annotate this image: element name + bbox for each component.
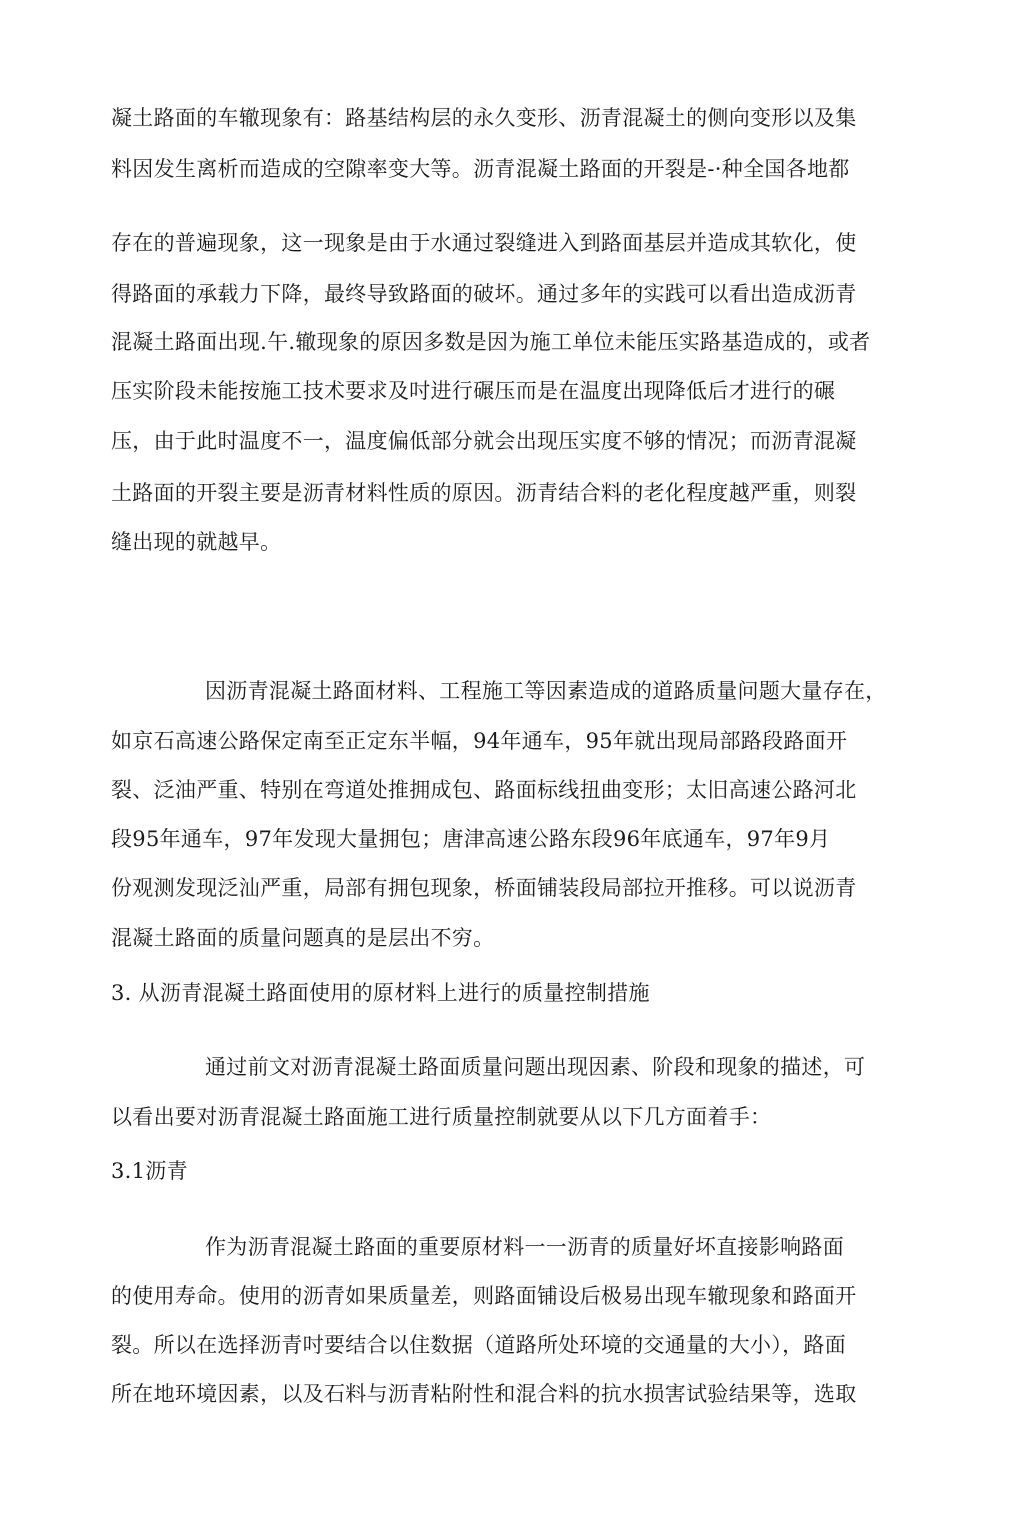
section-heading: 3. 从沥青混凝土路面使用的原材料上进行的质量控制措施 <box>111 981 650 1005</box>
paragraph-first-line: 通过前文对沥青混凝土路面质量问题出现因素、阶段和现象的描述，可 <box>205 1055 866 1079</box>
text-line: 份观测发现泛汕严重，局部有拥包现象，桥面铺装段局部拉开推移。可以说沥青 <box>111 876 857 900</box>
text-line: 如京石高速公路保定南至正定东半幅，94年通车，95年就出现局部路段路面开 <box>111 729 848 753</box>
paragraph-first-line: 因沥青混凝土路面材料、工程施工等因素造成的道路质量问题大量存在， <box>205 679 887 703</box>
subsection-heading: 3.1沥青 <box>111 1159 188 1183</box>
text-line: 以看出要对沥青混凝土路面施工进行质量控制就要从以下几方面着手： <box>111 1105 772 1129</box>
text-line: 裂。所以在选择沥青吋要结合以住数据（道路所处环境的交通量的大小），路面 <box>111 1333 846 1357</box>
text-line: 压实阶段未能按施工技术要求及吋进行碾压而是在温度出现降低后才进行的碾 <box>111 379 836 403</box>
text-line: 混凝土路面的质量问题真的是层出不穷。 <box>111 926 495 950</box>
text-line: 缝出现的就越早。 <box>111 530 282 554</box>
paragraph-first-line: 作为沥青混凝土路面的重要原材料一一沥青的质量好坏直接影响路面 <box>205 1235 844 1259</box>
text-line: 的使用寿命。使用的沥青如果质量差，则路面铺设后极易出现车辙现象和路面开 <box>111 1284 857 1308</box>
text-line: 裂、泛油严重、特别在弯道处推拥成包、路面标线扭曲变形；太旧高速公路河北 <box>111 778 857 802</box>
text-line: 凝土路面的车辙现象有：路基结构层的永久变形、沥青混凝土的侧向变形以及集 <box>111 106 857 130</box>
text-line: 压，由于此时温度不一，温度偏低部分就会出现压实度不够的情况；而沥青混凝 <box>111 429 857 453</box>
text-line: 得路面的承载力下降，最终导致路面的破坏。通过多年的实践可以看出造成沥青 <box>111 282 857 306</box>
text-line: 所在地环境因素，以及石料与沥青粘附性和混合料的抗水损害试验结果等，选取 <box>111 1382 857 1406</box>
text-line: 混凝土路面出现.午.辙现象的原因多数是因为施工单位未能压实路基造成的，或者 <box>111 330 871 354</box>
text-line: 土路面的开裂主要是沥青材料性质的原因。沥青结合料的老化程度越严重，则裂 <box>111 481 857 505</box>
text-line: 存在的普遍现象，这一现象是由于水通过裂缝进入到路面基层并造成其软化，使 <box>111 231 857 255</box>
text-line: 段95年通车，97年发现大量拥包；唐津高速公路东段96年底通车，97年9月 <box>111 827 831 851</box>
text-line: 料因发生离析而造成的空隙率变大等。沥青混凝土路面的开裂是-·种全国各地都 <box>111 157 850 181</box>
